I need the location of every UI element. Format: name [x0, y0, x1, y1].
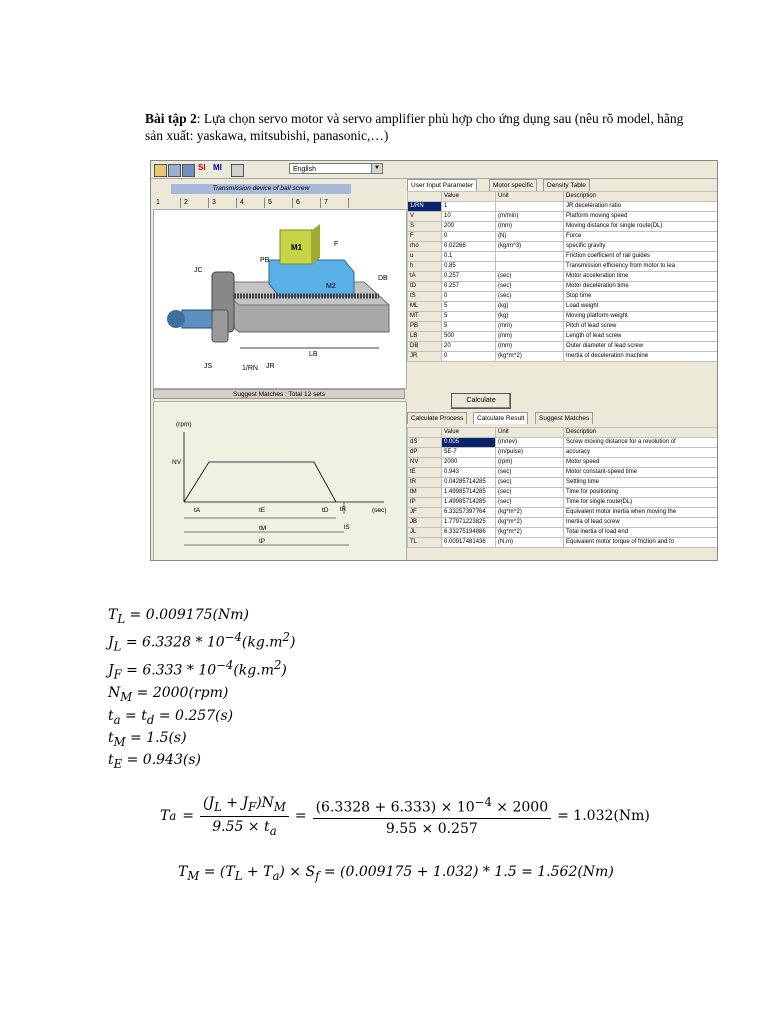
value-cell[interactable]: 0.257: [442, 272, 496, 282]
result-row[interactable]: [408, 438, 718, 448]
description-cell: Load weight: [564, 302, 718, 312]
param-name-cell: tA: [408, 272, 442, 282]
language-select[interactable]: [289, 163, 383, 174]
value-cell[interactable]: 0: [442, 232, 496, 242]
result-line-tm: $t_M = 1.5(s)$: [108, 729, 187, 749]
exercise-label: Bài tập 2: [145, 111, 197, 126]
label-nv: NV: [172, 459, 182, 466]
value-cell[interactable]: 6.33275194886: [442, 528, 496, 538]
load-block-side: [312, 224, 320, 264]
value-cell[interactable]: 0.005: [442, 438, 496, 448]
description-cell: specific gravity: [564, 242, 718, 252]
description-cell: Screw moving distance for a revolution of: [564, 438, 718, 448]
chevron-down-icon[interactable]: ▼: [371, 164, 382, 173]
param-name-cell: ML: [408, 302, 442, 312]
param-name-cell: dP: [408, 448, 442, 458]
unit-cell: (sec): [496, 468, 564, 478]
unit-cell: (sec): [496, 478, 564, 488]
param-name-cell: V: [408, 212, 442, 222]
description-cell: Stop time: [564, 292, 718, 302]
description-cell: Motor deceleration time: [564, 282, 718, 292]
open-folder-icon[interactable]: [154, 164, 167, 177]
param-name-cell: S: [408, 222, 442, 232]
tab-calculate-result[interactable]: Calculate Result: [473, 412, 528, 424]
description-cell: Pitch of lead screw: [564, 322, 718, 332]
param-name-cell: JR: [408, 352, 442, 362]
unit-cell: (sec): [496, 282, 564, 292]
unit-cell: (sec): [496, 498, 564, 508]
label-jc: JC: [194, 267, 203, 274]
label-ta: tA: [194, 507, 201, 514]
label-tp: tP: [259, 538, 266, 545]
unit-cell: [496, 262, 564, 272]
param-name-cell: tD: [408, 282, 442, 292]
tab-density-table[interactable]: Density Table: [543, 179, 590, 191]
value-cell[interactable]: 5: [442, 312, 496, 322]
param-name-cell: JB: [408, 518, 442, 528]
label-te: tE: [259, 507, 266, 514]
si-units-button[interactable]: SI: [198, 163, 206, 172]
description-cell: Total inertia of load end: [564, 528, 718, 538]
calculate-button[interactable]: Calculate: [451, 393, 511, 409]
moving-platform: [269, 260, 354, 296]
input-parameter-row[interactable]: [408, 262, 718, 272]
tab-suggest-matches[interactable]: Suggest Matches: [535, 412, 593, 424]
label-tr: tR: [340, 507, 346, 513]
label-rn: 1/RN: [242, 365, 258, 372]
param-name-cell: tP: [408, 498, 442, 508]
param-name-cell: LB: [408, 332, 442, 342]
result-row[interactable]: [408, 528, 718, 538]
description-cell: Outer diameter of lead screw: [564, 342, 718, 352]
value-cell[interactable]: 5E-7: [442, 448, 496, 458]
input-parameter-row[interactable]: [408, 312, 718, 322]
unit-cell: (sec): [496, 292, 564, 302]
speed-profile-graph: [153, 401, 407, 561]
label-m2: M2: [326, 283, 336, 290]
description-cell: Motor acceleration time: [564, 272, 718, 282]
suggest-matches-bar[interactable]: Suggest Matches : Total 12 sets: [153, 389, 405, 399]
value-cell[interactable]: 0.1: [442, 252, 496, 262]
param-name-cell: NV: [408, 458, 442, 468]
label-lb: LB: [309, 351, 318, 358]
input-parameter-row[interactable]: [408, 272, 718, 282]
tab-5[interactable]: 5: [265, 198, 293, 208]
description-cell: Equivalent motor torque of friction and fo: [564, 538, 718, 548]
value-cell[interactable]: 0.04285714285: [442, 478, 496, 488]
input-parameter-row[interactable]: [408, 322, 718, 332]
result-row[interactable]: [408, 538, 718, 548]
description-cell: Length of lead screw: [564, 332, 718, 342]
value-cell[interactable]: 500: [442, 332, 496, 342]
value-cell[interactable]: 0: [442, 292, 496, 302]
tab-1[interactable]: 1: [153, 198, 181, 208]
description-cell: Settling time: [564, 478, 718, 488]
value-cell[interactable]: 5: [442, 322, 496, 332]
input-parameter-row[interactable]: [408, 332, 718, 342]
motor-end-cap: [167, 310, 185, 328]
description-cell: Motor speed: [564, 458, 718, 468]
ball-screw-diagram: [153, 209, 407, 389]
value-cell[interactable]: 1.77971223825: [442, 518, 496, 528]
result-row[interactable]: [408, 448, 718, 458]
unit-cell: (N.m): [496, 538, 564, 548]
param-name-cell: JF: [408, 508, 442, 518]
param-name-cell: tR: [408, 478, 442, 488]
column-header: [408, 428, 442, 438]
acceleration-torque-equation: T a = $\frac{(J_L + J_F)N_M}{9.55 \times t_a}$ = $\frac{(6.3328 + 6.333) \times 10^{-4} \times 2000}{9.55 \times 0.257}$ = 1.032(Nm): [160, 795, 650, 838]
value-cell[interactable]: 200: [442, 222, 496, 232]
unit-cell: (N): [496, 232, 564, 242]
result-row[interactable]: [408, 498, 718, 508]
column-header: Unit: [496, 192, 564, 202]
table-header-row: [408, 192, 718, 202]
unit-cell: (kg*m^2): [496, 518, 564, 528]
value-cell[interactable]: 2000: [442, 458, 496, 468]
exercise-heading: [145, 110, 690, 144]
column-header: [408, 192, 442, 202]
value-cell[interactable]: 0.85: [442, 262, 496, 272]
result-line-tl: $T_L = 0.009175(Nm)$: [108, 607, 249, 626]
value-cell[interactable]: 1: [442, 202, 496, 212]
result-line-te: $t_E = 0.943(s)$: [108, 752, 201, 771]
unit-cell: (m/min): [496, 212, 564, 222]
description-cell: Motor constant-speed time: [564, 468, 718, 478]
input-parameter-row[interactable]: [408, 342, 718, 352]
description-cell: Moving platform weight: [564, 312, 718, 322]
value-cell[interactable]: 10: [442, 212, 496, 222]
tab-motor-specific[interactable]: Motor specific: [489, 179, 537, 191]
gear-small: [212, 310, 228, 342]
unit-cell: (mm): [496, 332, 564, 342]
param-name-cell: 1/RN: [408, 202, 442, 212]
description-cell: Platform moving speed: [564, 212, 718, 222]
param-name-cell: tE: [408, 468, 442, 478]
param-name-cell: tM: [408, 488, 442, 498]
description-cell: Time for positioning: [564, 488, 718, 498]
input-parameter-row[interactable]: [408, 232, 718, 242]
value-cell[interactable]: 6.33257397764: [442, 508, 496, 518]
input-parameter-row[interactable]: [408, 212, 718, 222]
input-parameter-table: [407, 191, 718, 362]
value-cell[interactable]: 0: [442, 352, 496, 362]
result-line-ta-td: $t_a = t_d = 0.257(s)$: [108, 707, 234, 727]
description-cell: Moving distance for single route(DL): [564, 222, 718, 232]
description-cell: Friction coefficient of rail guides: [564, 252, 718, 262]
input-parameter-row[interactable]: [408, 282, 718, 292]
device-number-tabs: [153, 198, 405, 208]
result-row[interactable]: [408, 508, 718, 518]
unit-cell: [496, 202, 564, 212]
param-name-cell: dS: [408, 438, 442, 448]
param-name-cell: rho: [408, 242, 442, 252]
tab-6[interactable]: 6: [293, 198, 321, 208]
unit-cell: (kg*m^2): [496, 352, 564, 362]
result-line-jf: $J_F = 6.333 * 10^{-4}(kg.m^2)$: [108, 658, 287, 682]
result-row[interactable]: [408, 488, 718, 498]
result-line-jl: $J_L = 6.3328 * 10^{-4}(kg.m^2)$: [108, 630, 296, 654]
label-tm: tM: [259, 525, 267, 532]
description-cell: Force: [564, 232, 718, 242]
unit-cell: (kg*m^2): [496, 528, 564, 538]
servo-motor: [182, 310, 212, 328]
param-name-cell: JL: [408, 528, 442, 538]
value-cell[interactable]: 5: [442, 302, 496, 312]
exercise-text: : Lựa chọn servo motor và servo amplifier phù hợp cho ứng dụng sau (nêu rõ model, hãng sản xuất: yaskawa, mitsubishi, panasonic,…): [145, 111, 684, 143]
unit-cell: [496, 252, 564, 262]
result-row[interactable]: [408, 458, 718, 468]
given-values: [108, 606, 295, 773]
result-row[interactable]: [408, 478, 718, 488]
result-row[interactable]: [408, 518, 718, 528]
label-f: F: [334, 241, 339, 248]
label-rpm: (rpm): [176, 421, 192, 428]
input-parameter-row[interactable]: [408, 352, 718, 362]
calculator-icon[interactable]: [231, 164, 244, 177]
unit-cell: (rpm): [496, 458, 564, 468]
input-parameter-row[interactable]: [408, 222, 718, 232]
toolbar: [151, 161, 717, 179]
save-icon[interactable]: [168, 164, 181, 177]
velocity-trapezoid: [184, 462, 336, 502]
value-cell[interactable]: 20: [442, 342, 496, 352]
column-header: Value: [442, 428, 496, 438]
unit-cell: (m/rev): [496, 438, 564, 448]
tab-2[interactable]: 2: [181, 198, 209, 208]
save-as-icon[interactable]: [182, 164, 195, 177]
servo-selection-app-window: [150, 160, 718, 561]
unit-cell: (kg*m^2): [496, 508, 564, 518]
input-parameter-row[interactable]: [408, 252, 718, 262]
param-name-cell: PB: [408, 322, 442, 332]
fraction-numeric: $\frac{(6.3328 + 6.333) \times 10^{-4} \times 2000}{9.55 \times 0.257}$: [313, 795, 552, 837]
input-parameter-row[interactable]: [408, 202, 718, 212]
result-row[interactable]: [408, 468, 718, 478]
description-cell: accuracy: [564, 448, 718, 458]
description-cell: Time for single route(DL): [564, 498, 718, 508]
param-name-cell: tS: [408, 292, 442, 302]
value-cell[interactable]: 1.49985714285: [442, 488, 496, 498]
tab-3[interactable]: 3: [209, 198, 237, 208]
unit-cell: (kg): [496, 312, 564, 322]
motor-torque-equation: $T_M = (T_L + T_a) \times S_f = (0.009175 + 1.032) * 1.5 = 1.562(Nm)$: [178, 864, 614, 883]
label-js: JS: [204, 363, 213, 370]
fraction-symbolic: $\frac{(J_L + J_F)N_M}{9.55 \times t_a}$: [200, 795, 289, 838]
unit-cell: (m/pulse): [496, 448, 564, 458]
speed-profile-svg: [154, 402, 406, 560]
unit-cell: (kg): [496, 302, 564, 312]
param-name-cell: MT: [408, 312, 442, 322]
table-header-row: [408, 428, 718, 438]
tab-user-input-parameter[interactable]: User Input Parameter: [407, 179, 477, 191]
mi-units-button[interactable]: MI: [213, 163, 222, 172]
label-m1: M1: [291, 243, 303, 252]
language-value: English: [293, 166, 316, 173]
param-name-cell: DB: [408, 342, 442, 352]
unit-cell: (sec): [496, 488, 564, 498]
value-cell[interactable]: 0.02266: [442, 242, 496, 252]
calculate-result-table: [407, 427, 718, 548]
unit-cell: (mm): [496, 342, 564, 352]
value-cell[interactable]: 0.943: [442, 468, 496, 478]
label-db: DB: [378, 275, 388, 282]
label-td: tD: [322, 507, 329, 514]
description-cell: Inertia of lead screw: [564, 518, 718, 528]
column-header: Value: [442, 192, 496, 202]
unit-cell: (sec): [496, 272, 564, 282]
description-cell: Inertia of deceleration machine: [564, 352, 718, 362]
description-cell: JR deceleration ratio: [564, 202, 718, 212]
tab-calculate-process[interactable]: Calculate Process: [407, 412, 467, 424]
param-name-cell: F: [408, 232, 442, 242]
unit-cell: (mm): [496, 322, 564, 332]
label-jr: JR: [266, 363, 275, 370]
value-cell[interactable]: 0.00917481436: [442, 538, 496, 548]
input-parameter-row[interactable]: [408, 302, 718, 312]
input-parameter-row[interactable]: [408, 242, 718, 252]
label-pb: PB: [260, 257, 270, 264]
description-cell: Equivalent motor inertia when moving the: [564, 508, 718, 518]
param-name-cell: TL: [408, 538, 442, 548]
input-parameter-row[interactable]: [408, 292, 718, 302]
param-name-cell: h: [408, 262, 442, 272]
left-panel-title: Transmission device of ball screw: [171, 184, 351, 194]
unit-cell: (kg/m^3): [496, 242, 564, 252]
unit-cell: (mm): [496, 222, 564, 232]
column-header: Unit: [496, 428, 564, 438]
column-header: Description: [564, 192, 718, 202]
tab-4[interactable]: 4: [237, 198, 265, 208]
value-cell[interactable]: 1.49985714285: [442, 498, 496, 508]
result-line-nm: $N_M = 2000(rpm)$: [108, 685, 229, 704]
param-name-cell: u: [408, 252, 442, 262]
description-cell: Transmission efficiency from motor to lea: [564, 262, 718, 272]
ball-screw-illustration: [154, 210, 406, 388]
column-header: Description: [564, 428, 718, 438]
label-ts: tS: [344, 525, 350, 531]
value-cell[interactable]: 0.257: [442, 282, 496, 292]
label-sec: (sec): [372, 507, 387, 514]
tab-7[interactable]: 7: [321, 198, 349, 208]
